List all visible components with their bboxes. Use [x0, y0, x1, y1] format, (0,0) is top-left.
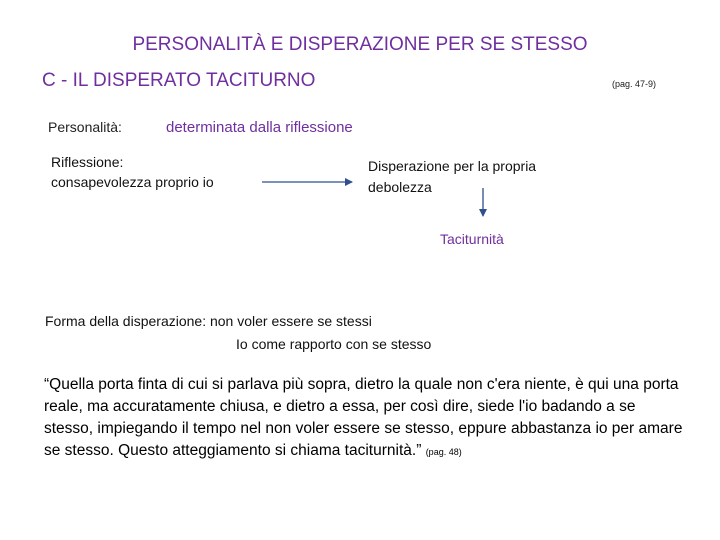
personalita-value: determinata dalla riflessione [166, 119, 353, 136]
personalita-label: Personalità: [48, 119, 122, 135]
forma-line1: Forma della disperazione: non voler essere se stessi [45, 313, 372, 329]
riflessione-label: Riflessione: [51, 154, 124, 170]
forma-line2: Io come rapporto con se stesso [236, 336, 432, 352]
taciturnita-label: Taciturnità [440, 231, 504, 247]
quote-reference: (pag. 48) [425, 447, 462, 457]
disperazione-block [368, 156, 536, 198]
page-reference: (pag. 47-9) [611, 79, 656, 89]
section-subtitle: C - IL DISPERATO TACITURNO [42, 70, 316, 91]
disperazione-line2: debolezza [368, 179, 432, 195]
riflessione-block [51, 152, 214, 192]
disperazione-line1: Disperazione per la propria [368, 158, 537, 174]
quote-close: ” [416, 442, 422, 459]
page-title: PERSONALITÀ E DISPERAZIONE PER SE STESSO [132, 34, 588, 55]
quote-paragraph [44, 374, 684, 463]
riflessione-definition: consapevolezza proprio io [51, 174, 214, 190]
quote-text: “Quella porta finta di cui si parlava più sopra, dietro la quale non c'era niente, è qui una porta reale, ma accuratamente chiusa, e dietro a essa, per così dire, siede l'io badando a se stesso, impiegando il tempo nel non voler essere se stesso, eppure abbastanza io per amare se stesso. Questo atteggiamento si chiama taciturnità. [44, 376, 683, 459]
